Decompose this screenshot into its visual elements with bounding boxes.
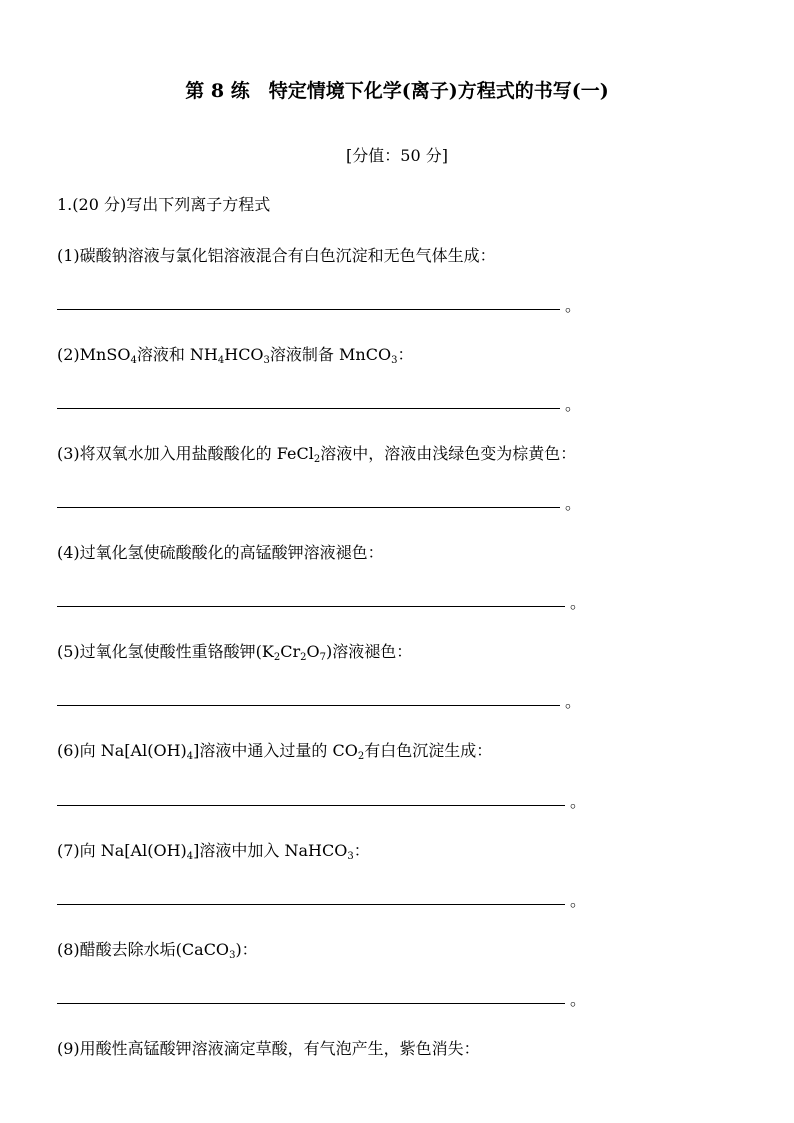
question-intro: 1.(20 分)写出下列离子方程式	[57, 195, 271, 214]
question-7: (7)向 $Na[Al(OH)_4]$溶液中加入 NaHCO$_3$：	[57, 841, 370, 862]
answer-line-5[interactable]: 。	[57, 686, 587, 706]
question-5: (5)过氧化氢使酸性重铬酸钾$(K_2Cr_2O_7)$溶液褪色：	[57, 642, 413, 663]
question-3: (3)将双氧水加入用盐酸酸化的 FeCl$_2$溶液中，溶液由浅绿色变为棕黄色：	[57, 444, 577, 465]
answer-line-8[interactable]: 。	[57, 984, 592, 1004]
question-9: (9)用酸性高锰酸钾溶液滴定草酸，有气泡产生，紫色消失：	[57, 1039, 480, 1058]
answer-line-1[interactable]: 。	[57, 290, 587, 310]
answer-line-6[interactable]: 。	[57, 786, 592, 806]
answer-line-2[interactable]: 。	[57, 389, 587, 409]
answer-line-3[interactable]: 。	[57, 488, 587, 508]
answer-line-4[interactable]: 。	[57, 587, 592, 607]
answer-line-7[interactable]: 。	[57, 885, 592, 905]
question-8: (8)醋酸去除水垢(CaCO$_3$)：	[57, 940, 258, 961]
page-title: 第 8 练 特定情境下化学(离子)方程式的书写(一)	[185, 80, 609, 102]
question-2: (2)MnSO$_4$溶液和 $NH_4HCO_3$溶液制备 MnCO$_3$：	[57, 345, 414, 366]
question-1: (1)碳酸钠溶液与氯化铝溶液混合有白色沉淀和无色气体生成：	[57, 246, 496, 265]
question-6: (6)向 $Na[Al(OH)_4]$溶液中通入过量的 $CO_2$有白色沉淀生成：	[57, 741, 493, 762]
score-label: [分值：50 分]	[346, 146, 448, 165]
question-4: (4)过氧化氢使硫酸酸化的高锰酸钾溶液褪色：	[57, 543, 384, 562]
